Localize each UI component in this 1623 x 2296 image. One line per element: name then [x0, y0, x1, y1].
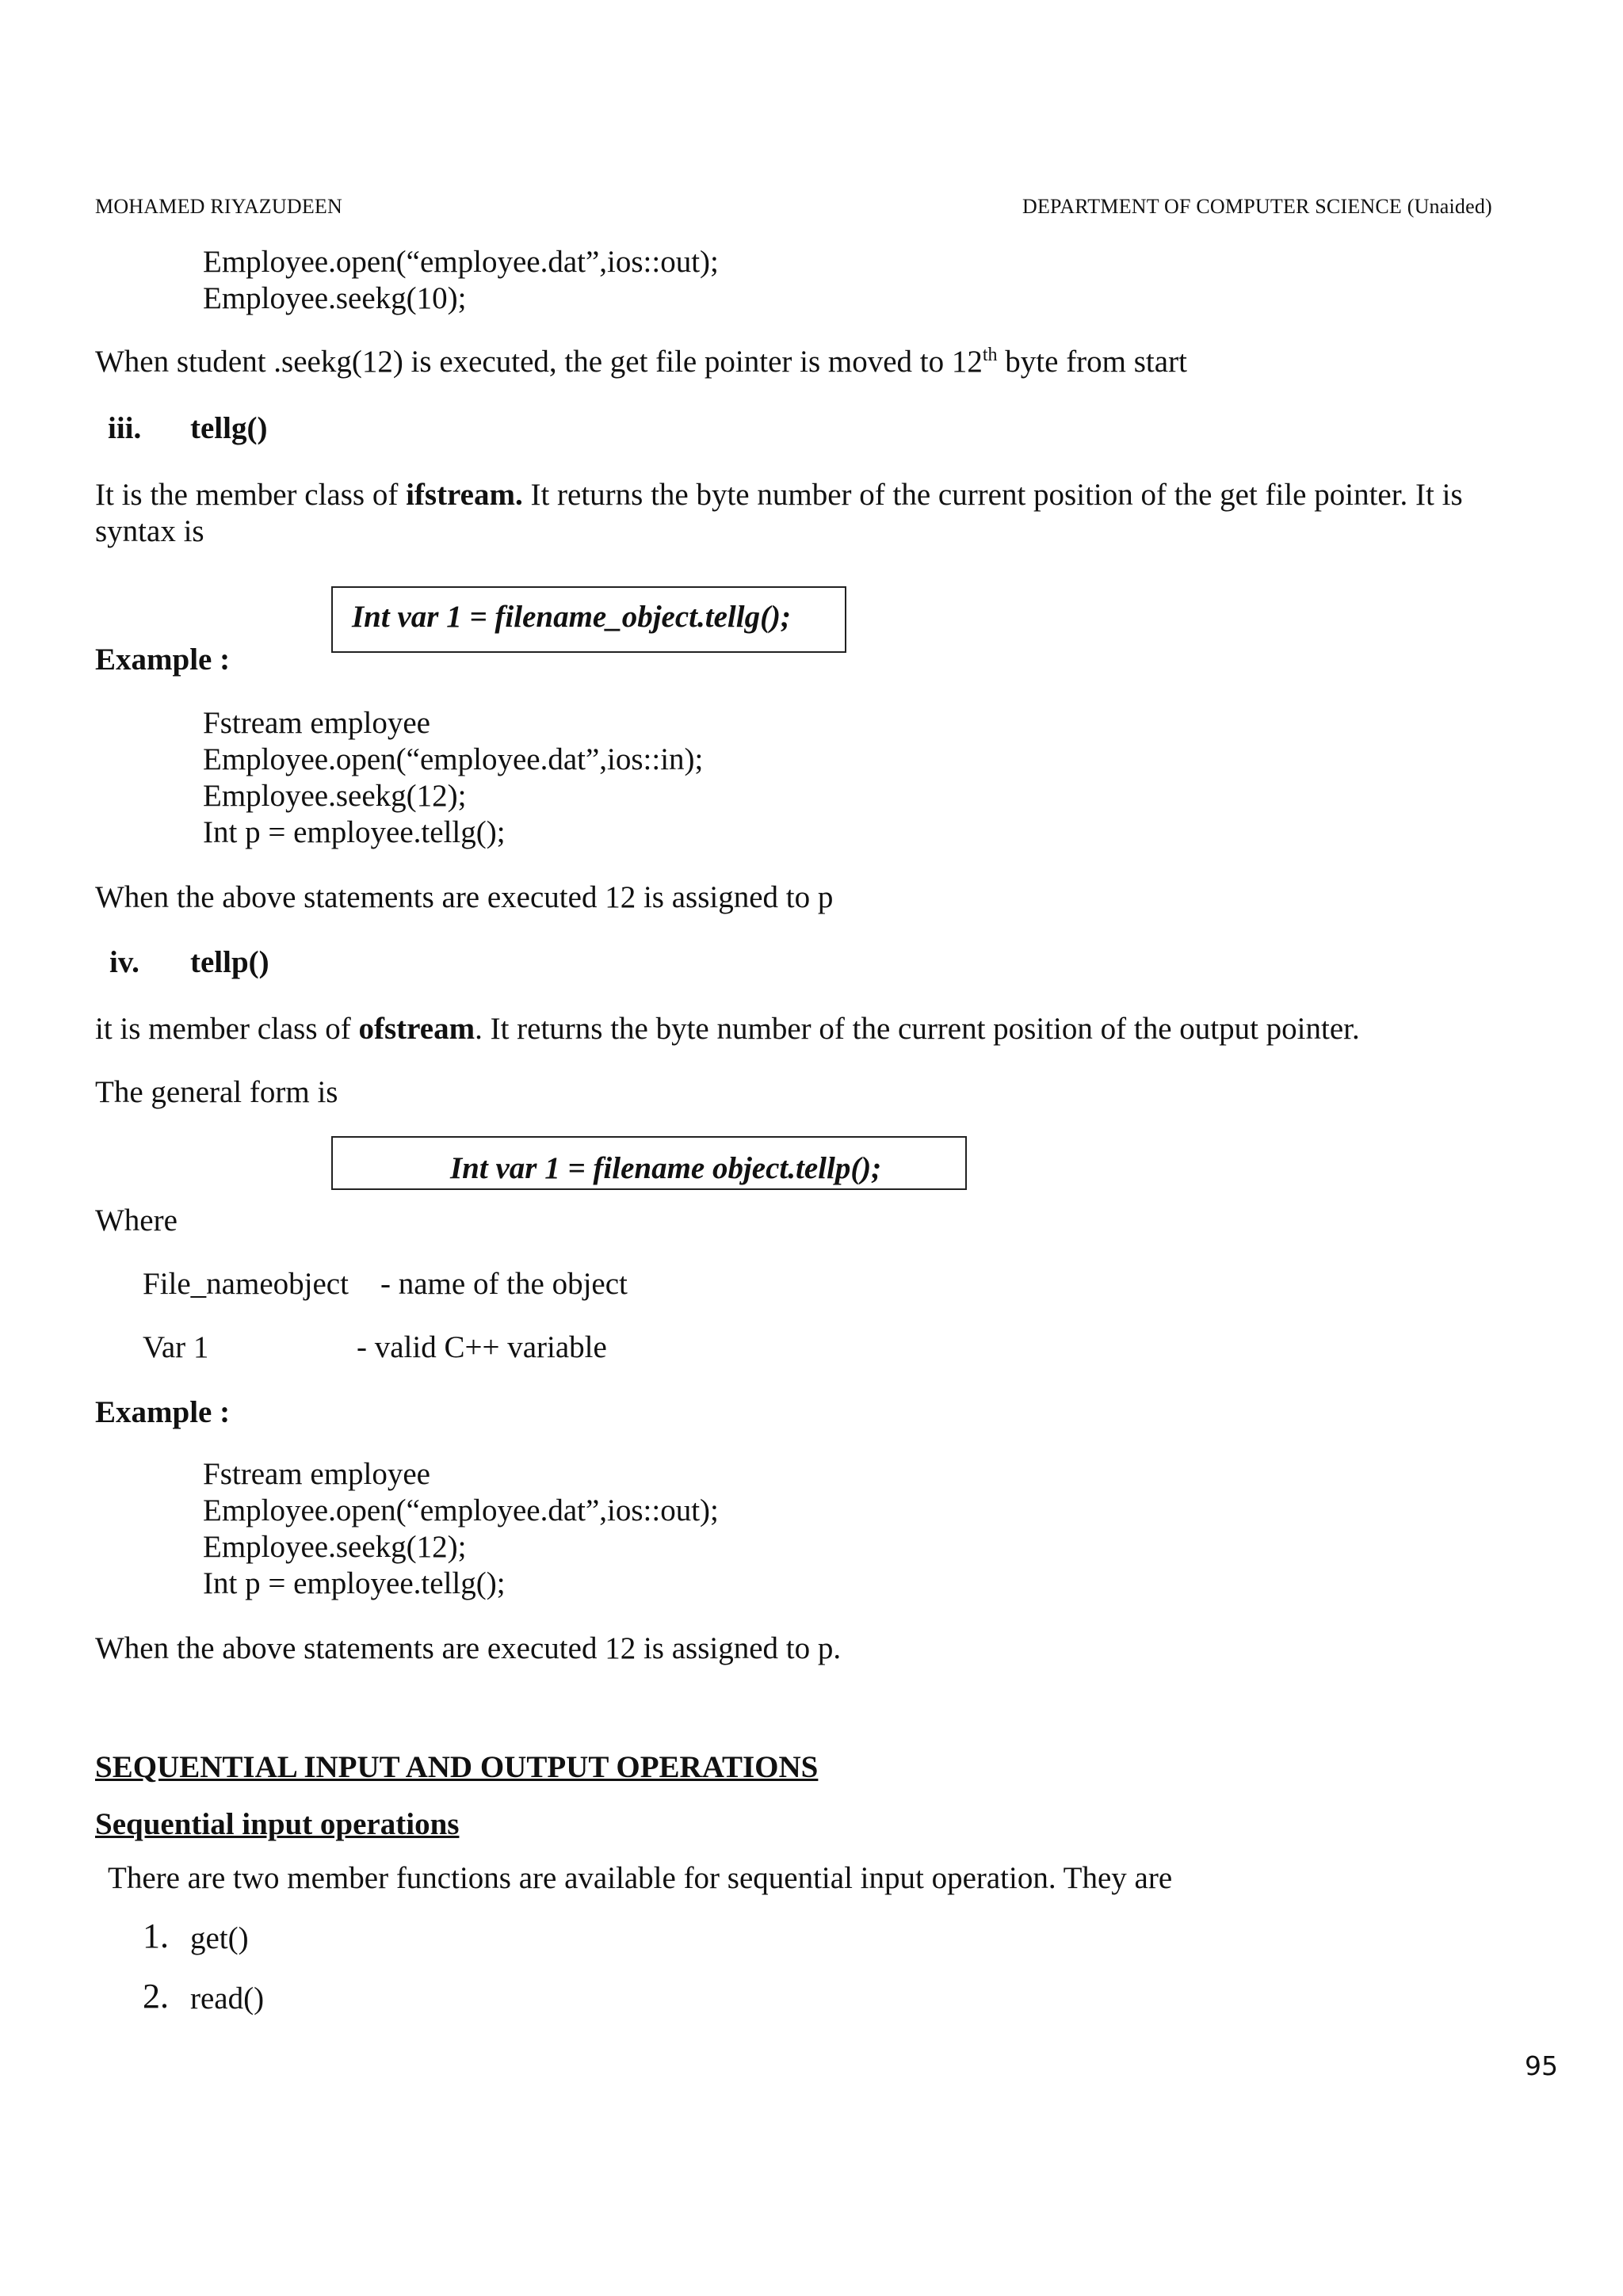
code-line: Employee.open(“employee.dat”,ios::out);	[203, 1493, 719, 1527]
section-heading: SEQUENTIAL INPUT AND OUTPUT OPERATIONS	[95, 1750, 819, 1784]
tellg-desc-text: It is the member class of	[95, 478, 407, 512]
tellg-result: When the above statements are executed 12 is assigned to p	[95, 880, 834, 914]
code-line: Employee.open(“employee.dat”,ios::out);	[203, 245, 719, 279]
code-line: Fstream employee	[203, 706, 430, 740]
general-form-label: The general form is	[95, 1075, 338, 1109]
page-number: 95	[1525, 2050, 1558, 2081]
example-label: Example :	[95, 643, 231, 677]
seekg-note-tail: byte from start	[997, 345, 1187, 379]
seekg-note-text: When student .seekg(12) is executed, the get file pointer is moved to 12	[95, 345, 983, 379]
syntax-text: Int var 1 = filename object.tellp();	[450, 1151, 882, 1185]
code-line: Int p = employee.tellg();	[203, 1566, 506, 1600]
tellp-result: When the above statements are executed 12 is assigned to p.	[95, 1631, 842, 1665]
section-title-tellg: tellg()	[190, 411, 268, 445]
syntax-box-tellg	[331, 586, 846, 653]
tellp-desc-bold: ofstream	[358, 1012, 475, 1046]
seekg-note-sup: th	[982, 345, 998, 365]
tellg-description	[95, 477, 1463, 513]
section-number-iv: iv.	[109, 945, 139, 979]
seekg-note	[95, 344, 1187, 380]
code-line: Fstream employee	[203, 1457, 430, 1491]
code-line: Employee.seekg(12);	[203, 1530, 467, 1564]
header-author: MOHAMED RIYAZUDEEN	[95, 195, 342, 218]
definition-term: Var 1	[143, 1330, 209, 1364]
code-line: Employee.seekg(12);	[203, 779, 467, 813]
list-item: get()	[190, 1921, 249, 1955]
where-label: Where	[95, 1203, 178, 1238]
tellp-desc-text: it is member class of	[95, 1012, 359, 1046]
example-label: Example :	[95, 1395, 231, 1429]
list-number: 1.	[143, 1917, 169, 1955]
tellp-description	[95, 1011, 1360, 1047]
list-item: read()	[190, 1981, 265, 2016]
syntax-text: Int var 1 = filename_object.tellg();	[352, 600, 792, 634]
tellg-description-cont: syntax is	[95, 514, 204, 548]
tellg-desc-tail: It returns the byte number of the current position of the get file pointer. It is	[522, 478, 1463, 512]
section-title-tellp: tellp()	[190, 945, 269, 979]
definition-desc: - name of the object	[380, 1267, 628, 1301]
syntax-box-tellp	[331, 1136, 967, 1190]
section-subheading: Sequential input operations	[95, 1807, 460, 1841]
header-department: DEPARTMENT OF COMPUTER SCIENCE (Unaided)	[1022, 195, 1492, 218]
code-line: Employee.open(“employee.dat”,ios::in);	[203, 742, 704, 776]
tellp-desc-tail: . It returns the byte number of the current position of the output pointer.	[475, 1012, 1360, 1046]
list-number: 2.	[143, 1977, 169, 2016]
sequential-intro: There are two member functions are available for sequential input operation. They are	[108, 1861, 1173, 1895]
definition-term: File_nameobject	[143, 1267, 349, 1301]
section-number-iii: iii.	[108, 411, 142, 445]
code-line: Employee.seekg(10);	[203, 281, 467, 315]
definition-desc: - valid C++ variable	[357, 1330, 607, 1364]
tellg-desc-bold: ifstream.	[406, 478, 523, 512]
code-line: Int p = employee.tellg();	[203, 815, 506, 849]
